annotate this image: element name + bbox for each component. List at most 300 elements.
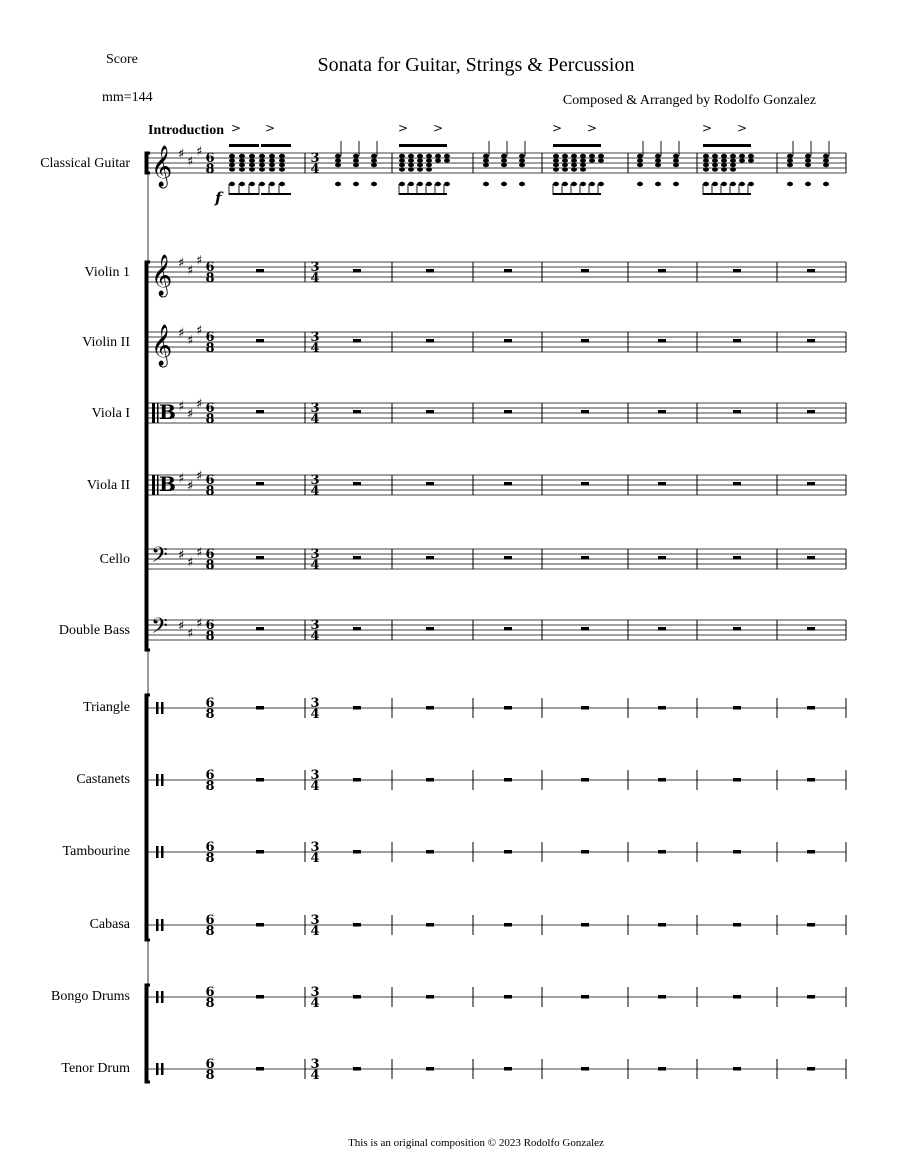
percussion-clef-icon: [161, 991, 164, 1003]
notehead: [571, 163, 577, 167]
time-signature-numerator: 6: [205, 151, 215, 166]
notehead: [730, 182, 736, 186]
notehead: [353, 182, 359, 186]
notehead: [805, 182, 811, 186]
notehead: [371, 182, 377, 186]
notehead: [655, 158, 661, 162]
time-signature-numerator: 3: [310, 151, 320, 166]
notehead: [279, 163, 285, 167]
notehead: [435, 182, 441, 186]
whole-rest: [733, 627, 741, 631]
accent-icon: >: [737, 121, 748, 135]
notehead: [399, 163, 405, 167]
whole-rest: [581, 627, 589, 631]
notehead: [269, 158, 275, 162]
notehead: [721, 182, 727, 186]
notehead: [580, 163, 586, 167]
notehead: [673, 158, 679, 162]
whole-rest: [504, 706, 512, 710]
notehead: [721, 154, 727, 158]
whole-rest: [733, 995, 741, 999]
notehead: [279, 167, 285, 171]
whole-rest: [733, 269, 741, 273]
sharp-icon: ♯: [178, 326, 185, 341]
whole-rest: [353, 627, 361, 631]
notehead: [444, 182, 450, 186]
notehead: [444, 154, 450, 158]
sharp-icon: ♯: [187, 407, 194, 422]
notehead: [805, 158, 811, 162]
notehead: [417, 167, 423, 171]
beam: [229, 144, 259, 147]
whole-rest: [658, 995, 666, 999]
staff-12: [148, 987, 846, 1007]
notehead: [239, 182, 245, 186]
notehead: [712, 167, 718, 171]
notehead: [335, 158, 341, 162]
sharp-icon: ♯: [178, 147, 185, 162]
notehead: [580, 158, 586, 162]
staff-13: [148, 1059, 846, 1079]
notehead: [249, 182, 255, 186]
whole-rest: [807, 627, 815, 631]
whole-rest: [658, 410, 666, 414]
beam: [399, 193, 447, 195]
time-signature-denominator: 8: [205, 629, 215, 644]
whole-rest: [353, 995, 361, 999]
time-signature-denominator: 8: [205, 484, 215, 499]
time-signature-denominator: 4: [310, 629, 320, 644]
time-signature-denominator: 4: [310, 412, 320, 427]
time-signature-numerator: 6: [205, 913, 215, 928]
whole-rest: [353, 410, 361, 414]
percussion-clef-icon: [156, 919, 159, 931]
notehead: [787, 163, 793, 167]
whole-rest: [658, 778, 666, 782]
whole-rest: [256, 850, 264, 854]
instrument-name: Castanets: [76, 772, 130, 787]
percussion-clef-icon: [161, 1063, 164, 1075]
whole-rest: [581, 339, 589, 343]
notehead: [712, 163, 718, 167]
notehead: [408, 154, 414, 158]
time-signature-numerator: 3: [310, 696, 320, 711]
dynamic-marking: f: [215, 189, 222, 207]
percussion-clef-icon: [161, 774, 164, 786]
notehead: [721, 158, 727, 162]
notehead: [269, 182, 275, 186]
accent-icon: >: [231, 121, 242, 135]
notehead: [279, 182, 285, 186]
percussion-clef-icon: [161, 919, 164, 931]
notehead: [249, 158, 255, 162]
notehead: [483, 163, 489, 167]
whole-rest: [426, 850, 434, 854]
notehead: [721, 167, 727, 171]
sharp-icon: ♯: [178, 548, 185, 563]
notehead: [823, 163, 829, 167]
whole-rest: [504, 556, 512, 560]
sharp-icon: ♯: [196, 253, 203, 269]
whole-rest: [733, 556, 741, 560]
whole-rest: [504, 850, 512, 854]
whole-rest: [581, 410, 589, 414]
time-signature-numerator: 6: [205, 330, 215, 345]
notehead: [571, 182, 577, 186]
time-signature-numerator: 6: [205, 260, 215, 275]
beam: [399, 144, 447, 147]
beam: [703, 193, 751, 195]
time-signature-numerator: 3: [310, 985, 320, 1000]
notehead: [712, 158, 718, 162]
whole-rest: [426, 627, 434, 631]
notehead: [269, 167, 275, 171]
notehead: [501, 163, 507, 167]
sharp-icon: ♯: [187, 333, 194, 349]
whole-rest: [733, 482, 741, 486]
time-signature-numerator: 3: [310, 401, 320, 416]
notehead: [279, 158, 285, 162]
notehead: [730, 163, 736, 167]
whole-rest: [658, 706, 666, 710]
notehead: [553, 163, 559, 167]
time-signature-denominator: 4: [310, 558, 320, 573]
instrument-name: Tenor Drum: [61, 1061, 130, 1076]
time-signature-denominator: 8: [205, 924, 215, 939]
notehead: [249, 163, 255, 167]
time-signature-numerator: 6: [205, 985, 215, 1000]
notehead: [279, 154, 285, 158]
percussion-clef-icon: [156, 774, 159, 786]
staff-11: [148, 915, 846, 935]
notehead: [562, 158, 568, 162]
alto-clef-icon: [152, 403, 155, 423]
notehead: [229, 158, 235, 162]
time-signature-numerator: 3: [310, 1057, 320, 1072]
notehead: [598, 158, 604, 162]
accent-icon: >: [265, 121, 276, 135]
time-signature-numerator: 6: [205, 473, 215, 488]
whole-rest: [353, 778, 361, 782]
notehead: [371, 158, 377, 162]
notehead: [483, 158, 489, 162]
notehead: [269, 163, 275, 167]
sharp-icon: ♯: [187, 479, 194, 494]
notehead: [703, 182, 709, 186]
score-label: Score: [106, 52, 138, 67]
sharp-icon: ♯: [196, 323, 203, 339]
notehead: [823, 158, 829, 162]
instrument-name: Violin 1: [84, 265, 130, 280]
staff-2: [148, 262, 846, 282]
whole-rest: [353, 556, 361, 560]
whole-rest: [256, 923, 264, 927]
beam: [553, 193, 601, 195]
sharp-icon: ♯: [187, 263, 194, 279]
time-signature-denominator: 8: [205, 779, 215, 794]
notehead: [580, 182, 586, 186]
whole-rest: [256, 556, 264, 560]
notehead: [399, 182, 405, 186]
notehead: [399, 154, 405, 158]
section-marking: Introduction: [148, 123, 224, 138]
beam: [703, 144, 751, 147]
whole-rest: [426, 482, 434, 486]
bass-clef-icon: 𝄢: [151, 543, 168, 573]
time-signature-numerator: 3: [310, 618, 320, 633]
whole-rest: [807, 995, 815, 999]
staff-6: [148, 549, 846, 569]
notehead: [519, 163, 525, 167]
notehead: [229, 167, 235, 171]
sharp-icon: ♯: [196, 397, 203, 412]
notehead: [444, 158, 450, 162]
whole-rest: [353, 1067, 361, 1071]
accent-icon: >: [433, 121, 444, 135]
notehead: [637, 154, 643, 158]
whole-rest: [581, 778, 589, 782]
time-signature-numerator: 3: [310, 547, 320, 562]
accent-icon: >: [587, 121, 598, 135]
notehead: [335, 163, 341, 167]
notehead: [787, 154, 793, 158]
beam: [229, 193, 259, 195]
percussion-clef-icon: [161, 702, 164, 714]
beam: [261, 193, 291, 195]
whole-rest: [353, 850, 361, 854]
notehead: [553, 182, 559, 186]
staff-5: [148, 475, 846, 495]
notehead: [589, 154, 595, 158]
notehead: [598, 182, 604, 186]
whole-rest: [504, 339, 512, 343]
sharp-icon: ♯: [178, 619, 185, 634]
time-signature-numerator: 6: [205, 547, 215, 562]
time-signature-denominator: 4: [310, 996, 320, 1011]
whole-rest: [504, 995, 512, 999]
sharp-icon: ♯: [196, 144, 203, 160]
notehead: [553, 158, 559, 162]
notehead: [748, 158, 754, 162]
whole-rest: [504, 482, 512, 486]
time-signature-denominator: 8: [205, 412, 215, 427]
notehead: [335, 154, 341, 158]
beam: [553, 144, 601, 147]
time-signature-denominator: 4: [310, 779, 320, 794]
instrument-name: Cabasa: [89, 917, 130, 932]
sharp-icon: ♯: [178, 471, 185, 487]
notehead: [371, 163, 377, 167]
whole-rest: [581, 482, 589, 486]
treble-clef-icon: 𝄞: [151, 146, 173, 187]
notehead: [259, 158, 265, 162]
notehead: [712, 182, 718, 186]
notehead: [408, 182, 414, 186]
instrument-name: Double Bass: [58, 623, 130, 638]
time-signature-denominator: 8: [205, 1068, 215, 1083]
time-signature-numerator: 6: [205, 696, 215, 711]
whole-rest: [426, 778, 434, 782]
time-signature-denominator: 4: [310, 484, 320, 499]
notehead: [426, 154, 432, 158]
whole-rest: [807, 706, 815, 710]
sharp-icon: ♯: [178, 399, 185, 415]
notehead: [571, 158, 577, 162]
whole-rest: [807, 923, 815, 927]
notehead: [408, 163, 414, 167]
whole-rest: [581, 269, 589, 273]
notehead: [501, 182, 507, 186]
staff-7: [148, 620, 846, 640]
whole-rest: [256, 706, 264, 710]
whole-rest: [504, 410, 512, 414]
notehead: [655, 154, 661, 158]
notehead: [353, 154, 359, 158]
notehead: [739, 182, 745, 186]
staff-9: [148, 770, 846, 790]
time-signature-denominator: 8: [205, 271, 215, 286]
whole-rest: [658, 1067, 666, 1071]
time-signature-numerator: 6: [205, 618, 215, 633]
notehead: [571, 167, 577, 171]
notehead: [399, 167, 405, 171]
sharp-icon: ♯: [196, 469, 203, 484]
whole-rest: [658, 923, 666, 927]
whole-rest: [807, 410, 815, 414]
whole-rest: [581, 706, 589, 710]
whole-rest: [256, 627, 264, 631]
percussion-clef-icon: [156, 991, 159, 1003]
notehead: [730, 154, 736, 158]
time-signature-denominator: 8: [205, 341, 215, 356]
whole-rest: [353, 339, 361, 343]
whole-rest: [353, 269, 361, 273]
whole-rest: [658, 482, 666, 486]
whole-rest: [807, 269, 815, 273]
whole-rest: [504, 627, 512, 631]
percussion-clef-icon: [156, 1063, 159, 1075]
whole-rest: [733, 923, 741, 927]
whole-rest: [807, 778, 815, 782]
notehead: [259, 182, 265, 186]
whole-rest: [733, 850, 741, 854]
staff-4: [148, 403, 846, 423]
notehead: [435, 154, 441, 158]
treble-clef-icon: 𝄞: [151, 325, 173, 366]
notehead: [229, 182, 235, 186]
notehead: [580, 167, 586, 171]
accent-icon: >: [702, 121, 713, 135]
time-signature-numerator: 3: [310, 330, 320, 345]
whole-rest: [581, 995, 589, 999]
percussion-clef-icon: [156, 702, 159, 714]
whole-rest: [581, 556, 589, 560]
notehead: [703, 154, 709, 158]
whole-rest: [256, 339, 264, 343]
notehead: [353, 163, 359, 167]
notehead: [562, 182, 568, 186]
instrument-name: Cello: [99, 552, 130, 567]
accent-icon: >: [398, 121, 409, 135]
whole-rest: [256, 410, 264, 414]
whole-rest: [426, 1067, 434, 1071]
notehead: [417, 182, 423, 186]
notehead: [426, 167, 432, 171]
whole-rest: [504, 923, 512, 927]
whole-rest: [658, 339, 666, 343]
whole-rest: [256, 1067, 264, 1071]
time-signature-denominator: 8: [205, 558, 215, 573]
whole-rest: [504, 778, 512, 782]
instrument-name: Classical Guitar: [40, 156, 130, 171]
whole-rest: [733, 410, 741, 414]
time-signature-numerator: 3: [310, 768, 320, 783]
whole-rest: [733, 339, 741, 343]
notehead: [417, 154, 423, 158]
notehead: [483, 182, 489, 186]
whole-rest: [658, 627, 666, 631]
notehead: [259, 163, 265, 167]
notehead: [562, 154, 568, 158]
whole-rest: [353, 923, 361, 927]
notehead: [823, 182, 829, 186]
notehead: [269, 154, 275, 158]
notehead: [637, 182, 643, 186]
notehead: [703, 167, 709, 171]
whole-rest: [256, 482, 264, 486]
treble-clef-icon: 𝄞: [151, 255, 173, 296]
notehead: [562, 163, 568, 167]
whole-rest: [733, 706, 741, 710]
instrument-name: Viola I: [91, 406, 130, 421]
time-signature-denominator: 8: [205, 162, 215, 177]
notehead: [655, 163, 661, 167]
whole-rest: [807, 339, 815, 343]
notehead: [249, 154, 255, 158]
notehead: [580, 154, 586, 158]
time-signature-numerator: 3: [310, 840, 320, 855]
notehead: [335, 182, 341, 186]
notehead: [239, 167, 245, 171]
time-signature-denominator: 4: [310, 162, 320, 177]
notehead: [571, 154, 577, 158]
notehead: [249, 167, 255, 171]
notehead: [589, 182, 595, 186]
notehead: [229, 154, 235, 158]
notehead: [426, 158, 432, 162]
notehead: [417, 158, 423, 162]
notehead: [703, 163, 709, 167]
whole-rest: [426, 410, 434, 414]
notehead: [353, 158, 359, 162]
notehead: [519, 182, 525, 186]
notehead: [703, 158, 709, 162]
notehead: [408, 167, 414, 171]
whole-rest: [733, 1067, 741, 1071]
alto-clef-icon: B: [159, 400, 176, 424]
sharp-icon: ♯: [187, 154, 194, 170]
notehead: [229, 163, 235, 167]
time-signature-numerator: 6: [205, 401, 215, 416]
time-signature-denominator: 4: [310, 707, 320, 722]
whole-rest: [426, 923, 434, 927]
sharp-icon: ♯: [178, 256, 185, 271]
percussion-clef-icon: [156, 846, 159, 858]
notehead: [417, 163, 423, 167]
notehead: [673, 154, 679, 158]
notehead: [501, 158, 507, 162]
notehead: [239, 158, 245, 162]
